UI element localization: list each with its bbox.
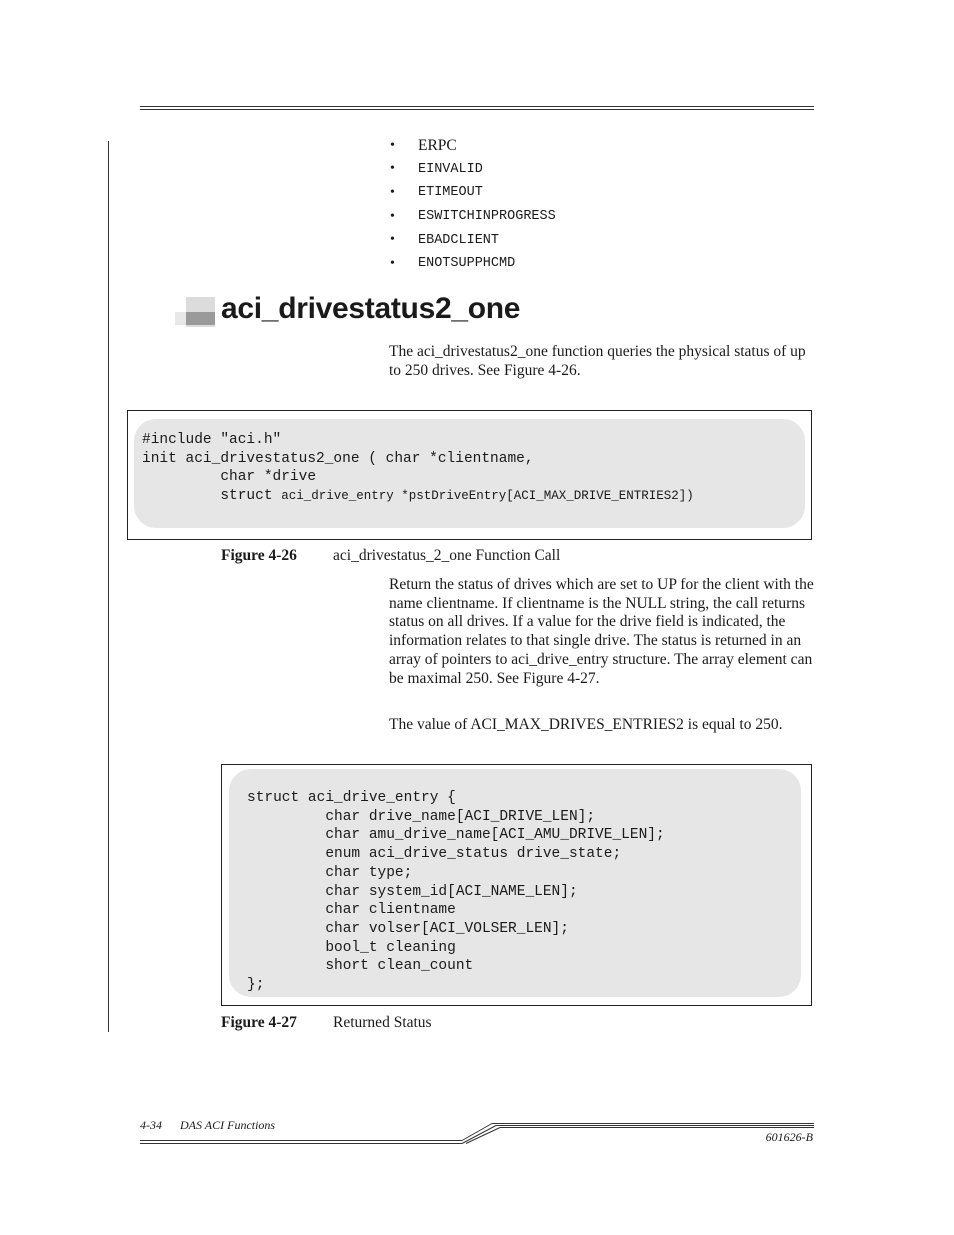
caption-number: Figure 4-27 — [221, 1014, 297, 1031]
caption-text: aci_drivestatus_2_one Function Call — [333, 547, 561, 564]
section-heading-icon — [175, 297, 215, 327]
value-paragraph: The value of ACI_MAX_DRIVES_ENTRIES2 is equal to 250. — [389, 716, 783, 733]
section-heading: aci_drivestatus2_one — [221, 292, 521, 325]
change-bar — [108, 141, 109, 1032]
bullet-icon: • — [390, 184, 395, 200]
bullet-icon: • — [390, 208, 395, 224]
list-item — [390, 181, 556, 205]
bullet-icon: • — [390, 161, 395, 177]
error-code: ESWITCHINPROGRESS — [418, 209, 556, 225]
figure-4-27-code: struct aci_drive_entry { char drive_name[ACI_DRIVE_LEN]; char amu_drive_name[ACI_AMU_DRIVE_LEN]; enum aci_drive_status drive_state; char type; char system_id[ACI_NAME_LEN]; char clientname char volser[ACI_VOLSER_LEN]; bool_t cleaning short clean_count }; — [247, 790, 665, 994]
error-code: ENOTSUPPHCMD — [418, 256, 516, 272]
bullet-icon: • — [390, 232, 395, 248]
page-number: 4-34 — [140, 1118, 162, 1132]
caption-number: Figure 4-26 — [221, 547, 297, 564]
intro-paragraph: The aci_drivestatus2_one function queries the physical status of up to 250 drives. See Figure 4-26. — [389, 343, 806, 379]
document-number: 601626-B — [765, 1130, 813, 1144]
header-rule-top — [140, 106, 814, 107]
footer-section: DAS ACI Functions — [180, 1118, 276, 1132]
header-rule-bottom — [140, 109, 814, 110]
figure-4-27-caption — [221, 1014, 432, 1032]
list-item — [390, 134, 556, 158]
error-code: EBADCLIENT — [418, 232, 500, 248]
bullet-icon: • — [390, 255, 395, 271]
bullet-icon: • — [390, 137, 395, 153]
body-paragraph: Return the status of drives which are set to UP for the client with the name clientname. If clientname is the NULL string, the call returns status on all drives. If a value for the drive field is indicated, the information relates to that single drive. The status is returned in an array of pointers to aci_drive_entry structure. The array element can be maximal 250. See Figure 4-27. — [389, 576, 814, 687]
error-code: ETIMEOUT — [418, 185, 483, 201]
list-item — [390, 158, 556, 182]
figure-4-26-code: #include "aci.h" init aci_drivestatus2_one ( char *clientname, char *drive struct aci_drive_entry *pstDriveEntry[ACI_MAX_DRIVE_ENTRIES2]) — [142, 432, 694, 505]
error-code: EINVALID — [418, 161, 483, 177]
error-code-list — [390, 134, 556, 276]
error-code: ERPC — [418, 136, 457, 154]
figure-4-26-caption — [221, 547, 560, 565]
footer-rule — [140, 1120, 814, 1148]
list-item — [390, 252, 556, 276]
list-item — [390, 228, 556, 252]
list-item — [390, 205, 556, 229]
caption-text: Returned Status — [333, 1014, 432, 1031]
